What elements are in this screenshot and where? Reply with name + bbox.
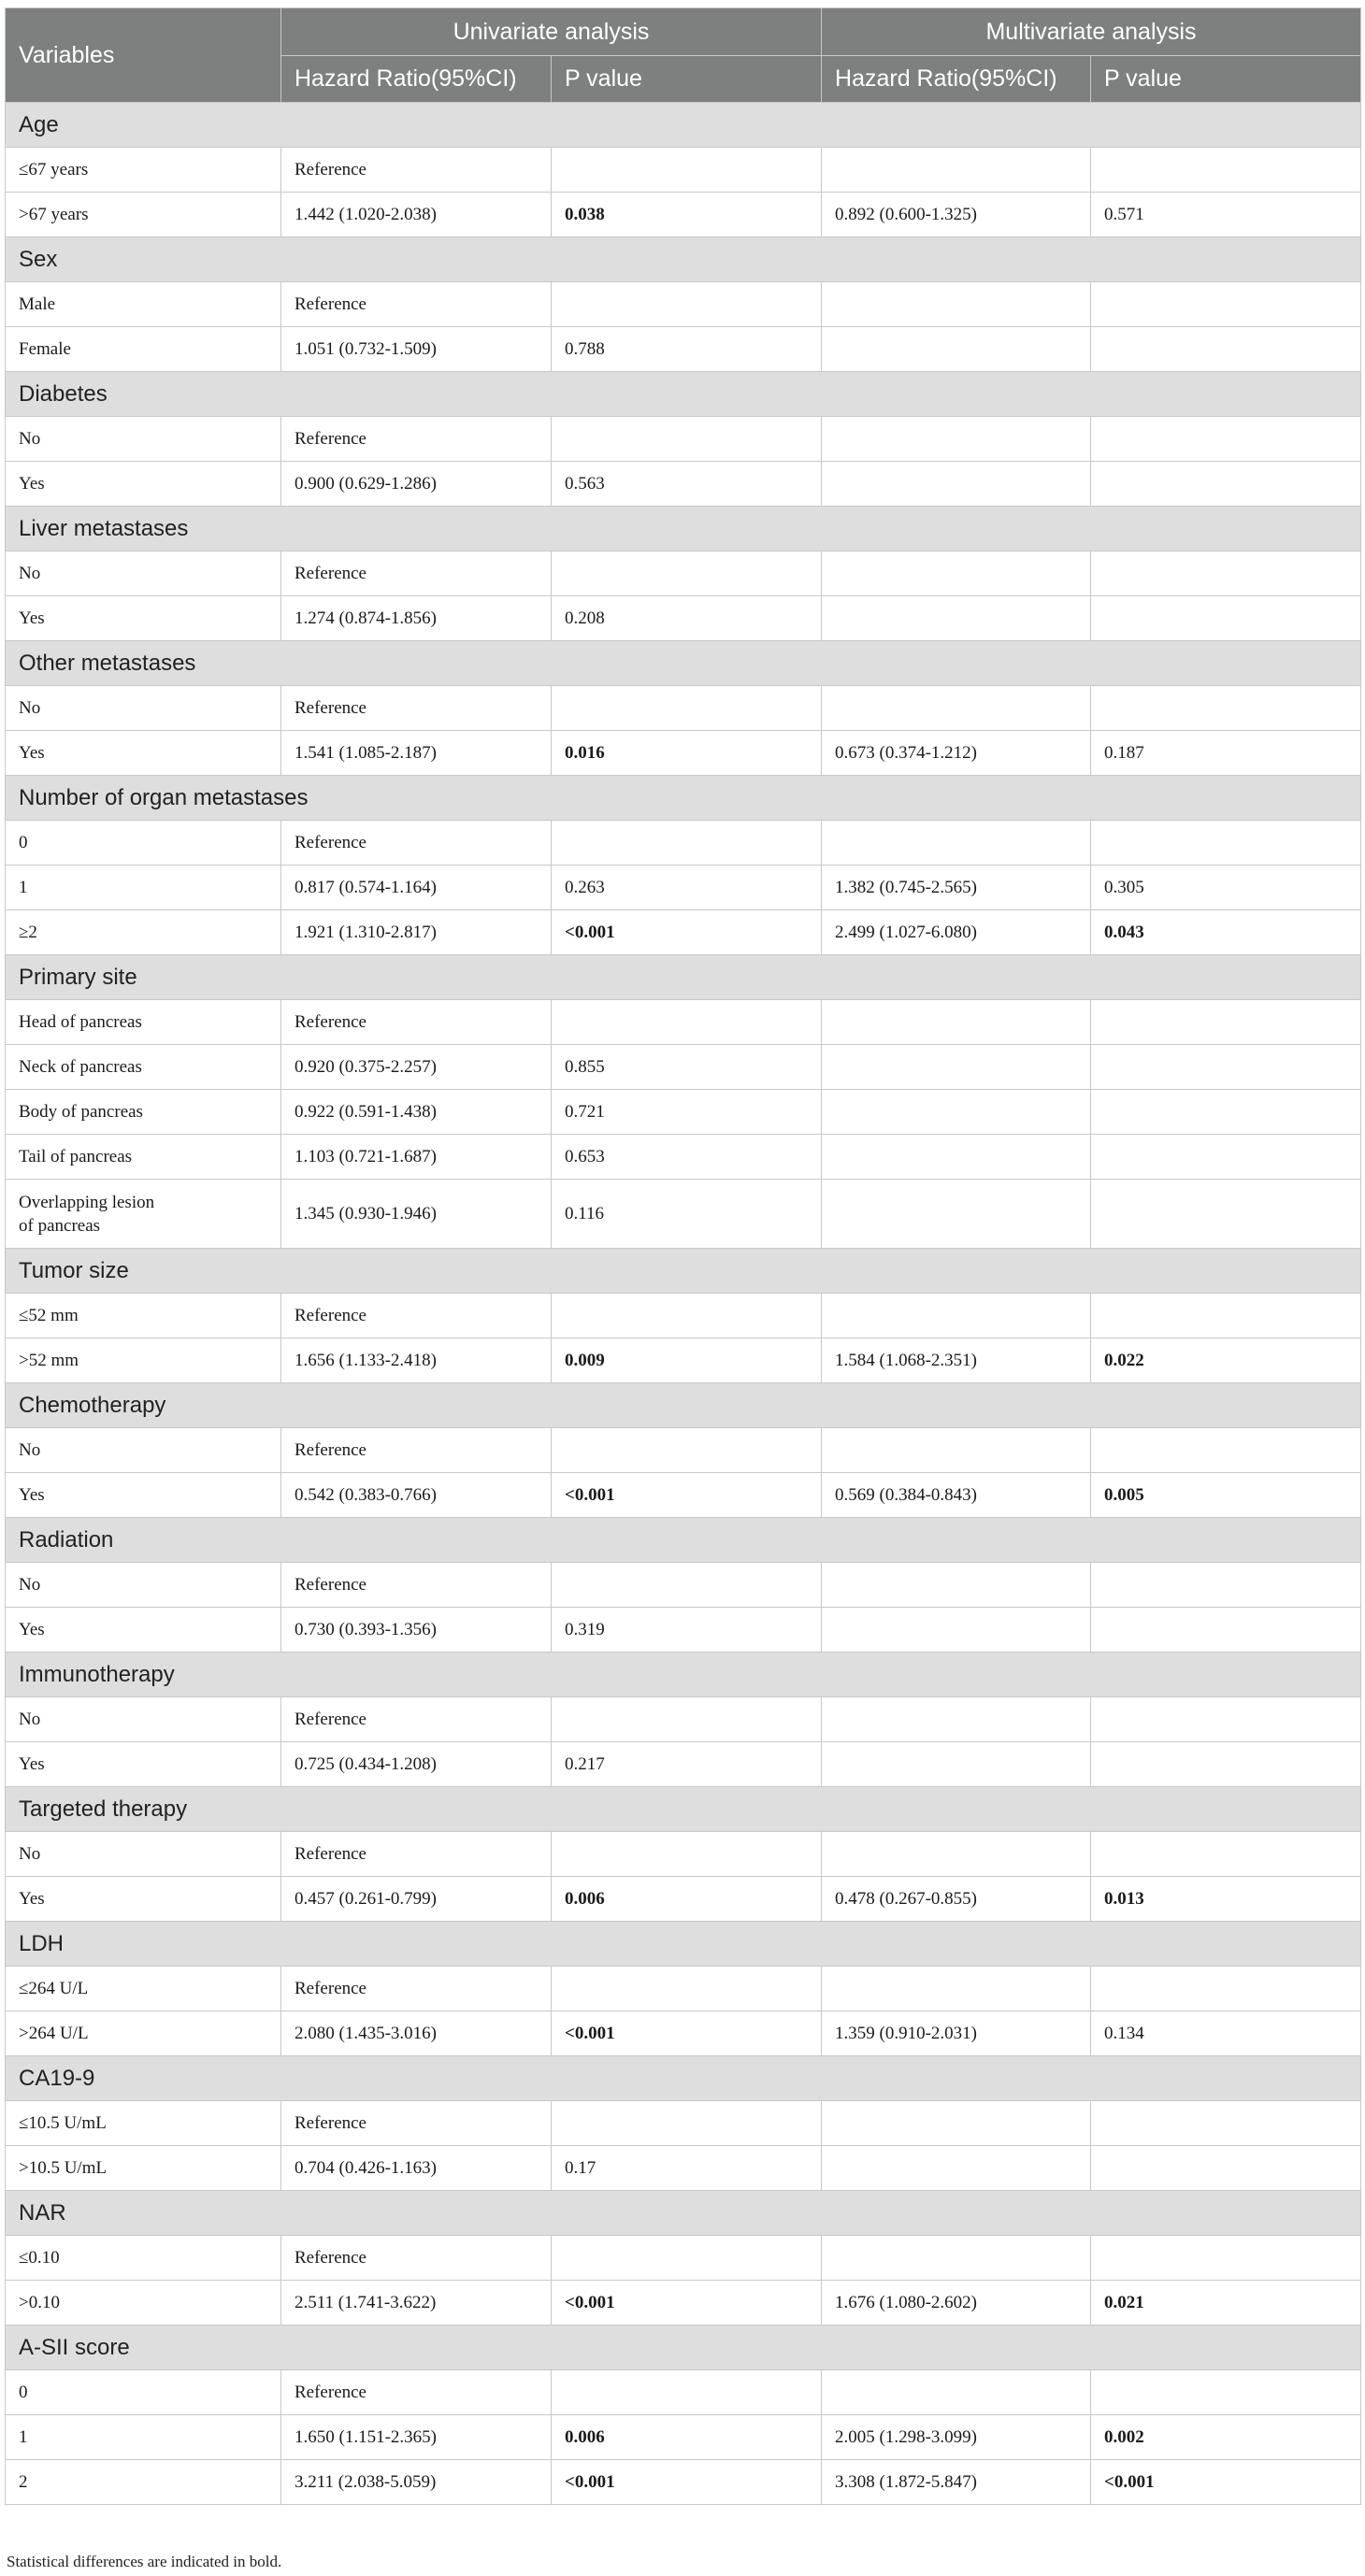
multivariate-p-cell [1091,596,1361,641]
multivariate-hr-cell [822,282,1091,327]
multivariate-hr-cell [822,1967,1091,2011]
table-row [6,2415,1361,2460]
row-label: Yes [6,1473,281,1518]
multivariate-hr-cell [822,1000,1091,1045]
univariate-p-cell [552,1563,822,1608]
univariate-p-cell: <0.001 [552,910,822,955]
multivariate-hr-cell [822,686,1091,731]
row-label: >0.10 [6,2281,281,2326]
univariate-p-cell: 0.038 [552,193,822,237]
univariate-hr-cell: 1.345 (0.930-1.946) [281,1180,552,1249]
row-label: ≤0.10 [6,2236,281,2281]
category-row [6,2056,1361,2101]
univariate-p-cell: 0.217 [552,1742,822,1787]
multivariate-hr-cell: 2.499 (1.027-6.080) [822,910,1091,955]
multivariate-hr-cell: 0.892 (0.600-1.325) [822,193,1091,237]
univariate-hr-cell: 1.051 (0.732-1.509) [281,327,552,372]
univariate-p-cell [552,551,822,596]
row-label: >52 mm [6,1338,281,1383]
multivariate-hr-cell [822,821,1091,866]
category-row [6,2191,1361,2236]
multivariate-hr-cell [822,327,1091,372]
univariate-p-cell [552,1832,822,1877]
univariate-hr-cell: 1.656 (1.133-2.418) [281,1338,552,1383]
table-row [6,910,1361,955]
table-row [6,1563,1361,1608]
row-label: Yes [6,731,281,776]
row-label: No [6,686,281,731]
multivariate-hr-cell: 0.673 (0.374-1.212) [822,731,1091,776]
multivariate-hr-cell [822,1090,1091,1135]
row-label: Neck of pancreas [6,1045,281,1090]
table-row [6,1294,1361,1338]
multivariate-p-cell [1091,1967,1361,2011]
multivariate-hr-cell [822,551,1091,596]
category-row [6,1922,1361,1967]
univariate-hr-cell: Reference [281,2370,552,2415]
univariate-hr-cell: Reference [281,686,552,731]
multivariate-header: Multivariate analysis [822,8,1361,56]
row-label: Yes [6,462,281,507]
univariate-p-cell: 0.263 [552,866,822,910]
row-label: No [6,1697,281,1742]
multivariate-p-cell: 0.021 [1091,2281,1361,2326]
table-row [6,2370,1361,2415]
row-label: ≤52 mm [6,1294,281,1338]
univariate-p-cell: 0.319 [552,1608,822,1653]
multivariate-hr-cell: 0.569 (0.384-0.843) [822,1473,1091,1518]
row-label: ≥2 [6,910,281,955]
multivariate-hr-cell [822,1428,1091,1473]
table-body [6,103,1361,2505]
table-row [6,1697,1361,1742]
multivariate-p-cell [1091,2146,1361,2191]
multivariate-p-cell [1091,551,1361,596]
category-label: LDH [6,1922,1361,1967]
table-row [6,148,1361,193]
multivariate-hr-cell [822,417,1091,462]
row-label: Male [6,282,281,327]
univariate-header: Univariate analysis [281,8,822,56]
multivariate-p-cell [1091,1045,1361,1090]
category-row [6,955,1361,1000]
category-label: Tumor size [6,1249,1361,1294]
univariate-hr-cell: Reference [281,551,552,596]
univariate-p-cell [552,282,822,327]
multivariate-hr-cell [822,1697,1091,1742]
multivariate-p-cell [1091,1563,1361,1608]
table-row [6,2281,1361,2326]
univariate-p-cell: 0.208 [552,596,822,641]
row-label: ≤67 years [6,148,281,193]
category-row [6,372,1361,417]
multivariate-p-cell: 0.571 [1091,193,1361,237]
row-label: >10.5 U/mL [6,2146,281,2191]
univariate-p-cell: 0.006 [552,2415,822,2460]
row-label: Head of pancreas [6,1000,281,1045]
multivariate-p-header: P value [1091,56,1361,103]
univariate-p-cell: 0.653 [552,1135,822,1180]
table-row [6,731,1361,776]
univariate-p-cell: 0.563 [552,462,822,507]
table-row [6,1428,1361,1473]
table-row [6,417,1361,462]
univariate-p-cell [552,2236,822,2281]
univariate-hr-cell: 1.921 (1.310-2.817) [281,910,552,955]
category-row [6,2326,1361,2370]
univariate-p-cell [552,1000,822,1045]
row-label: No [6,1428,281,1473]
table-row [6,1832,1361,1877]
category-label: Targeted therapy [6,1787,1361,1832]
multivariate-hr-header: Hazard Ratio(95%CI) [822,56,1091,103]
table-row [6,1608,1361,1653]
table-row [6,2236,1361,2281]
table-row [6,2146,1361,2191]
row-label: Yes [6,596,281,641]
category-row [6,1518,1361,1563]
univariate-hr-cell: 1.541 (1.085-2.187) [281,731,552,776]
multivariate-p-cell [1091,1832,1361,1877]
row-label: Yes [6,1877,281,1922]
row-label: No [6,417,281,462]
category-label: Number of organ metastases [6,776,1361,821]
multivariate-p-cell: 0.134 [1091,2011,1361,2056]
variables-header: Variables [6,8,281,103]
row-label: No [6,1563,281,1608]
row-label: >67 years [6,193,281,237]
univariate-hr-cell: 0.704 (0.426-1.163) [281,2146,552,2191]
table-row [6,1000,1361,1045]
multivariate-hr-cell: 2.005 (1.298-3.099) [822,2415,1091,2460]
category-label: A-SII score [6,2326,1361,2370]
univariate-hr-cell: 1.650 (1.151-2.365) [281,2415,552,2460]
multivariate-hr-cell: 1.359 (0.910-2.031) [822,2011,1091,2056]
multivariate-hr-cell [822,1742,1091,1787]
row-label: 1 [6,2415,281,2460]
univariate-hr-cell: Reference [281,1000,552,1045]
results-table [5,7,1361,2505]
univariate-p-cell [552,821,822,866]
table-row [6,821,1361,866]
multivariate-p-cell [1091,1428,1361,1473]
univariate-p-cell: 0.17 [552,2146,822,2191]
multivariate-p-cell: 0.013 [1091,1877,1361,1922]
univariate-hr-cell: Reference [281,148,552,193]
univariate-hr-cell: 0.542 (0.383-0.766) [281,1473,552,1518]
univariate-p-cell: 0.721 [552,1090,822,1135]
category-row [6,1383,1361,1428]
category-label: NAR [6,2191,1361,2236]
row-label: Yes [6,1742,281,1787]
multivariate-hr-cell [822,148,1091,193]
univariate-p-cell [552,417,822,462]
univariate-p-cell [552,1428,822,1473]
univariate-hr-cell: 3.211 (2.038-5.059) [281,2460,552,2505]
multivariate-hr-cell [822,1045,1091,1090]
category-row [6,103,1361,148]
category-row [6,1787,1361,1832]
category-label: Immunotherapy [6,1653,1361,1697]
category-row [6,776,1361,821]
univariate-p-cell [552,148,822,193]
univariate-hr-cell: 0.725 (0.434-1.208) [281,1742,552,1787]
multivariate-hr-cell [822,2146,1091,2191]
multivariate-p-cell: 0.043 [1091,910,1361,955]
multivariate-p-cell [1091,327,1361,372]
multivariate-p-cell [1091,2370,1361,2415]
univariate-hr-cell: Reference [281,1428,552,1473]
univariate-p-cell [552,1294,822,1338]
table-row [6,1045,1361,1090]
multivariate-hr-cell [822,1563,1091,1608]
table-row [6,551,1361,596]
univariate-p-cell [552,686,822,731]
row-label: No [6,1832,281,1877]
univariate-p-cell [552,2101,822,2146]
multivariate-p-cell: 0.005 [1091,1473,1361,1518]
multivariate-p-cell [1091,1090,1361,1135]
row-label: 0 [6,821,281,866]
row-label: ≤264 U/L [6,1967,281,2011]
row-label: Tail of pancreas [6,1135,281,1180]
univariate-p-cell [552,2370,822,2415]
multivariate-p-cell [1091,1608,1361,1653]
univariate-hr-cell: Reference [281,1294,552,1338]
row-label: Yes [6,1608,281,1653]
univariate-hr-cell: 0.900 (0.629-1.286) [281,462,552,507]
category-row [6,237,1361,282]
multivariate-p-cell [1091,1697,1361,1742]
table-row [6,1877,1361,1922]
table-row [6,1967,1361,2011]
category-label: Primary site [6,955,1361,1000]
table-row [6,596,1361,641]
table-row [6,2101,1361,2146]
multivariate-p-cell: <0.001 [1091,2460,1361,2505]
multivariate-p-cell [1091,1000,1361,1045]
row-label: No [6,551,281,596]
row-label: >264 U/L [6,2011,281,2056]
univariate-hr-cell: 1.442 (1.020-2.038) [281,193,552,237]
category-label: Age [6,103,1361,148]
multivariate-p-cell: 0.022 [1091,1338,1361,1383]
category-row [6,1249,1361,1294]
table-row [6,2460,1361,2505]
multivariate-hr-cell [822,2101,1091,2146]
univariate-p-cell: 0.009 [552,1338,822,1383]
multivariate-p-cell: 0.002 [1091,2415,1361,2460]
univariate-p-cell [552,1697,822,1742]
table-row [6,462,1361,507]
multivariate-hr-cell [822,1832,1091,1877]
multivariate-p-cell [1091,417,1361,462]
univariate-hr-cell: 0.817 (0.574-1.164) [281,866,552,910]
univariate-hr-cell: 1.274 (0.874-1.856) [281,596,552,641]
category-label: CA19-9 [6,2056,1361,2101]
univariate-hr-cell: Reference [281,1697,552,1742]
multivariate-hr-cell [822,2370,1091,2415]
univariate-hr-cell: 2.080 (1.435-3.016) [281,2011,552,2056]
univariate-hr-cell: Reference [281,282,552,327]
univariate-p-cell: 0.116 [552,1180,822,1249]
multivariate-hr-cell [822,462,1091,507]
row-label: 0 [6,2370,281,2415]
multivariate-p-cell [1091,1135,1361,1180]
multivariate-hr-cell [822,1608,1091,1653]
univariate-hr-header: Hazard Ratio(95%CI) [281,56,552,103]
univariate-hr-cell: 1.103 (0.721-1.687) [281,1135,552,1180]
multivariate-hr-cell: 0.478 (0.267-0.855) [822,1877,1091,1922]
row-label: Female [6,327,281,372]
multivariate-p-cell [1091,1180,1361,1249]
category-row [6,641,1361,686]
univariate-hr-cell: 2.511 (1.741-3.622) [281,2281,552,2326]
univariate-p-cell: 0.788 [552,327,822,372]
table-row [6,1473,1361,1518]
multivariate-p-cell [1091,1742,1361,1787]
multivariate-p-cell [1091,686,1361,731]
multivariate-hr-cell: 1.382 (0.745-2.565) [822,866,1091,910]
table-row [6,1180,1361,1249]
univariate-p-cell: 0.855 [552,1045,822,1090]
category-label: Liver metastases [6,507,1361,551]
univariate-hr-cell: Reference [281,1563,552,1608]
header-row-1 [6,8,1361,56]
table-row [6,686,1361,731]
univariate-hr-cell: 0.457 (0.261-0.799) [281,1877,552,1922]
table-row [6,2011,1361,2056]
univariate-hr-cell: Reference [281,417,552,462]
category-row [6,507,1361,551]
univariate-hr-cell: Reference [281,821,552,866]
univariate-p-header: P value [552,56,822,103]
table-footnote: Statistical differences are indicated in bold. [7,2553,282,2570]
multivariate-hr-cell [822,1294,1091,1338]
table-row [6,1090,1361,1135]
multivariate-p-cell [1091,282,1361,327]
multivariate-hr-cell: 3.308 (1.872-5.847) [822,2460,1091,2505]
univariate-hr-cell: Reference [281,1967,552,2011]
univariate-hr-cell: Reference [281,2236,552,2281]
univariate-hr-cell: Reference [281,1832,552,1877]
category-row [6,1653,1361,1697]
multivariate-p-cell: 0.187 [1091,731,1361,776]
univariate-p-cell: 0.006 [552,1877,822,1922]
univariate-p-cell: <0.001 [552,2281,822,2326]
row-label: 1 [6,866,281,910]
multivariate-p-cell [1091,2101,1361,2146]
table-row [6,282,1361,327]
table-row [6,1135,1361,1180]
multivariate-hr-cell: 1.676 (1.080-2.602) [822,2281,1091,2326]
multivariate-hr-cell [822,1135,1091,1180]
univariate-p-cell: <0.001 [552,1473,822,1518]
row-label: 2 [6,2460,281,2505]
table-row [6,1338,1361,1383]
category-label: Sex [6,237,1361,282]
multivariate-hr-cell [822,1180,1091,1249]
univariate-hr-cell: 0.922 (0.591-1.438) [281,1090,552,1135]
univariate-p-cell: 0.016 [552,731,822,776]
multivariate-p-cell [1091,462,1361,507]
category-label: Other metastases [6,641,1361,686]
univariate-p-cell: <0.001 [552,2460,822,2505]
univariate-hr-cell: Reference [281,2101,552,2146]
category-label: Chemotherapy [6,1383,1361,1428]
multivariate-p-cell: 0.305 [1091,866,1361,910]
multivariate-p-cell [1091,148,1361,193]
row-label: Overlapping lesion of pancreas [6,1180,281,1249]
multivariate-p-cell [1091,1294,1361,1338]
univariate-p-cell [552,1967,822,2011]
table-row [6,866,1361,910]
row-label: ≤10.5 U/mL [6,2101,281,2146]
table-row [6,327,1361,372]
multivariate-hr-cell [822,596,1091,641]
category-label: Radiation [6,1518,1361,1563]
category-label: Diabetes [6,372,1361,417]
univariate-hr-cell: 0.730 (0.393-1.356) [281,1608,552,1653]
multivariate-p-cell [1091,821,1361,866]
univariate-p-cell: <0.001 [552,2011,822,2056]
table-row [6,193,1361,237]
row-label: Body of pancreas [6,1090,281,1135]
univariate-hr-cell: 0.920 (0.375-2.257) [281,1045,552,1090]
multivariate-hr-cell [822,2236,1091,2281]
table-row [6,1742,1361,1787]
multivariate-p-cell [1091,2236,1361,2281]
multivariate-hr-cell: 1.584 (1.068-2.351) [822,1338,1091,1383]
